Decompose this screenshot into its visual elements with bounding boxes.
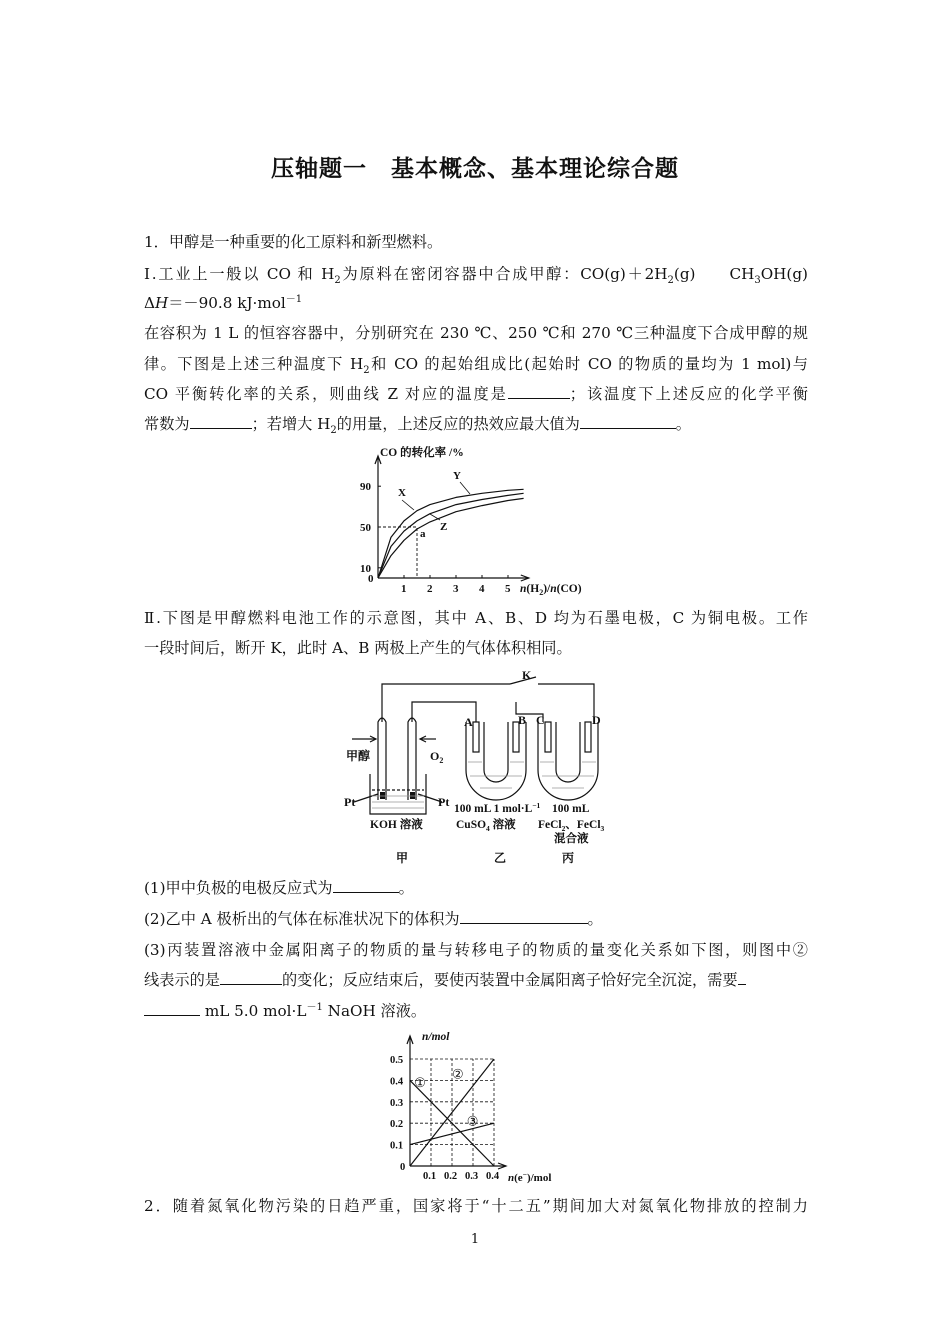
series-line-Z [378,498,524,578]
q1-sub1: (1)甲中负极的电极反应式为 。 [144,879,414,897]
pt-right-label: Pt [438,795,450,809]
q1-sub2: (2)乙中 A 极析出的气体在标准状况下的体积为 。 [144,910,603,928]
answer-blank[interactable] [144,1001,200,1016]
page-number: 1 [470,1232,480,1247]
y-tick-label: 50 [360,522,371,534]
pt-electrode-right [410,792,415,799]
q1-intro: 1．甲醇是一种重要的化工原料和新型燃料。 [144,233,443,251]
series-label-X: X [398,487,406,499]
x-tick-label: 0.3 [465,1171,479,1182]
x-tick-label: 5 [505,583,511,595]
pt-left-label: Pt [344,795,356,809]
bing-solution-line3: 混合液 [554,833,589,845]
electrode-a [473,722,479,752]
x-tick-label: 1 [401,583,407,595]
q1-part2-line2: 一段时间后，断开 K，此时 A、B 两极上产生的气体体积相同。 [144,639,572,657]
yi-solution-line1: 100 mL 1 $mol\cdot L^{-1}$ [454,801,541,815]
origin-label: 0 [400,1162,406,1173]
x-tick-label: 3 [453,583,459,595]
o2-label: $O_2$ [430,749,444,765]
q1-part1-p2-line2: 律。下图是上述三种温度下 $H_2$和 CO 的起始组成比(起始时 CO 的物质的量均为 1 mol)与 [144,355,808,377]
electrode-d [585,722,591,752]
apparatus-svg [340,666,630,866]
koh-solution-label: KOH 溶液 [370,819,423,831]
y-tick-label: 0.3 [390,1097,404,1109]
page-title: 压轴题一 基本概念、基本理论综合题 [271,155,679,182]
cell-jia-label: 甲 [396,851,409,865]
answer-blank[interactable] [580,414,676,429]
q2-line1: 2．随着氮氧化物污染的日趋严重，国家将于“十二五”期间加大对氮氧化物排放的控制力 [144,1197,808,1215]
y-tick-label: 0.4 [390,1076,404,1088]
answer-blank[interactable] [333,878,399,893]
leader-Y [460,482,470,494]
q1-part1-line1: Ⅰ.工业上一般以 CO 和 $H_2$为原料在密闭容器中合成甲醇：$CO(g)+2H_2(g)$ $CH_3OH(g)$ [144,265,808,287]
point-a-label: a [420,528,426,540]
series-line-3 [410,1123,494,1144]
x-tick-label: 2 [427,583,433,595]
q1-part1-p2-line1: 在容积为 1 L 的恒容容器中，分别研究在 230 ℃、250 ℃和 270 ℃三种温度下合成甲醇的规 [144,324,808,342]
q1-part1-p2-line4: 常数为 ；若增大 $H_2$的用量，上述反应的热效应最大值为 。 [144,415,691,437]
electrode-d-label: D [592,713,601,727]
series-label-Z: Z [440,521,448,533]
y-tick-label: 10 [360,562,371,575]
ion-electron-chart-svg [372,1024,572,1188]
y-tick-label: 90 [360,481,371,494]
cell-bing-label: 丙 [562,851,575,865]
electrode-c [545,722,551,752]
electrode-b-label: B [518,713,527,727]
leader-Z [430,514,440,520]
co-conversion-chart [340,440,630,600]
q1-sub3-line2: 线表示的是 的变化；反应结束后，要使丙装置中金属阳离子恰好完全沉淀，需要 [144,970,808,990]
x-tick-label: 0.4 [486,1171,500,1182]
ion-electron-chart [372,1024,572,1188]
answer-blank[interactable] [220,970,282,985]
y-axis-label: CO 的转化率 /% [380,447,464,459]
x-axis-label: $n(H_2)/n(CO)$ [520,583,582,597]
electrode-a-label: A [464,715,473,729]
switch-k-label: K [522,668,532,682]
q1-sub3-line1: (3)丙装置溶液中金属阳离子的物质的量与转移电子的物质的量变化关系如下图，则图中② [144,941,808,959]
x-axis-label: n(e−)/mol [508,1170,552,1184]
series-label-3: ③ [466,1113,479,1129]
answer-blank[interactable] [190,414,252,429]
methanol-label: 甲醇 [346,749,371,763]
y-axis-label: n/mol [422,1031,450,1043]
tube-right [408,718,416,800]
y-tick-label: 0.2 [390,1119,404,1131]
bing-solution-line2: FeCl$_2$、FeCl$_3$ [538,819,605,833]
answer-blank[interactable] [738,970,746,985]
series-label-Y: Y [453,470,461,482]
x-tick-label: 0.2 [444,1171,458,1182]
co-conversion-chart-svg [340,440,630,600]
fuel-cell-apparatus-diagram [340,666,630,866]
cell-yi-label: 乙 [494,851,507,865]
tube-left [378,718,386,800]
leader-X [402,500,414,510]
q1-part2-line1: Ⅱ.下图是甲醇燃料电池工作的示意图，其中 A、B、D 均为石墨电极，C 为铜电极。工作 [144,609,808,627]
origin-label: 0 [368,573,374,585]
bing-solution-line1: 100 mL [552,803,590,815]
answer-blank[interactable] [460,909,588,924]
wire-right [538,684,594,722]
series-label-1: ① [414,1074,426,1090]
electrode-c-label: C [536,713,545,727]
answer-blank[interactable] [508,384,570,399]
y-tick-label: 0.5 [390,1055,404,1066]
series-line-Y [378,493,524,578]
wire-left [382,684,510,722]
q1-delta-h: ΔH＝－90.8 kJ·mol$^{-1}$ [144,293,303,312]
q1-part1-p2-line3: CO 平衡转化率的关系，则曲线 Z 对应的温度是 ；该温度下上述反应的化学平衡 [144,385,808,403]
x-tick-label: 4 [479,583,485,595]
yi-solution-line2: CuSO$_4$ 溶液 [456,819,516,833]
series-line-X [378,489,524,578]
series-label-2: ② [452,1066,464,1082]
q1-sub3-line3: mL 5.0 $mol\cdot L^{-1}$ NaOH 溶液。 [144,1001,808,1021]
y-tick-label: 0.1 [390,1140,404,1152]
x-tick-label: 0.1 [423,1171,437,1182]
pt-electrode-left [380,792,385,799]
